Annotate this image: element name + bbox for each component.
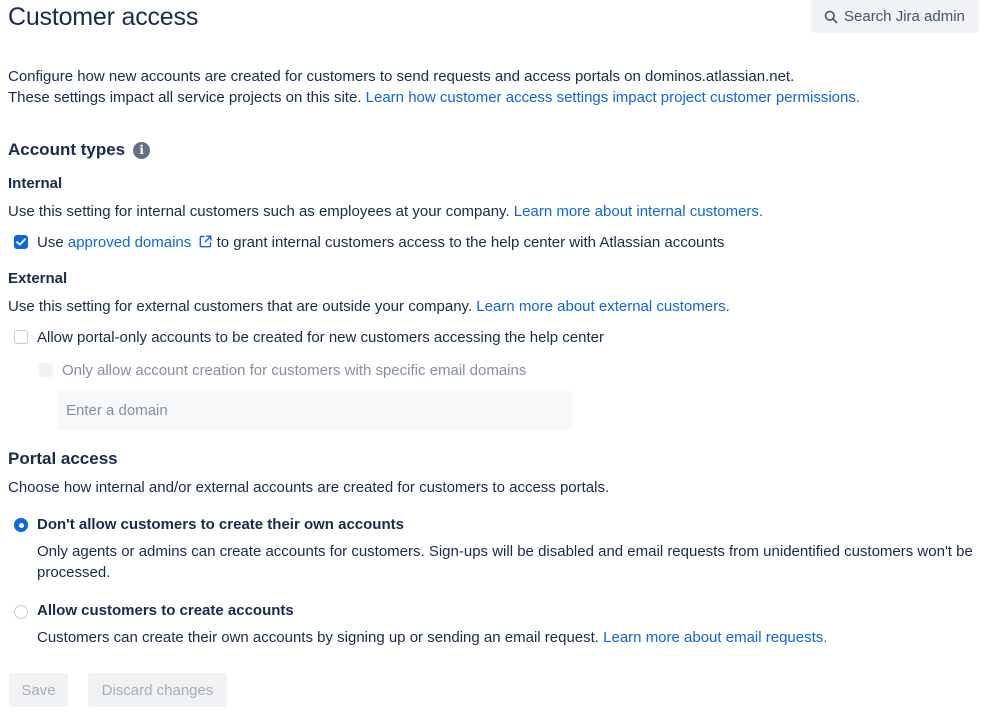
allow-accounts-label: Allow customers to create accounts xyxy=(37,602,294,619)
approved-domains-checkbox[interactable] xyxy=(14,235,28,249)
external-link-icon xyxy=(199,235,212,248)
account-types-heading xyxy=(8,140,150,160)
allow-accounts-radio[interactable] xyxy=(14,605,28,619)
page-title: Customer access xyxy=(8,3,199,31)
info-icon[interactable]: i xyxy=(133,142,150,159)
specific-email-domains-label: Only allow account creation for customers with specific email domains xyxy=(62,362,527,379)
intro-line-1: Configure how new accounts are created for customers to send requests and access portals on dominos.atlassian.net. xyxy=(8,68,795,85)
domain-input[interactable]: Enter a domain xyxy=(57,390,572,430)
portal-access-description: Choose how internal and/or external accounts are created for customers to access portals. xyxy=(8,479,610,496)
customer-permissions-link[interactable]: Learn how customer access settings impact project customer permissions. xyxy=(365,89,861,106)
approved-domains-link-text: approved domains xyxy=(67,234,192,251)
approved-domains-label xyxy=(37,232,724,253)
dont-allow-accounts-description-2: processed. xyxy=(37,564,111,581)
portal-only-accounts-label: Allow portal-only accounts to be created for new customers accessing the help center xyxy=(37,329,604,346)
dont-allow-accounts-label: Don't allow customers to create their own accounts xyxy=(37,516,404,533)
approved-domains-link[interactable] xyxy=(68,234,217,251)
internal-description-text: Use this setting for internal customers such as employees at your company. xyxy=(8,203,510,220)
account-types-title: Account types xyxy=(8,140,126,159)
search-jira-admin-button[interactable] xyxy=(811,0,979,33)
dont-allow-accounts-description-1: Only agents or admins can create accounts for customers. Sign-ups will be disabled and email requests from unidentified customers won't be xyxy=(37,543,973,560)
approved-domains-suffix: to grant internal customers access to the help center with Atlassian accounts xyxy=(216,234,725,251)
email-requests-link[interactable]: Learn more about email requests. xyxy=(603,629,828,646)
external-description xyxy=(8,296,730,317)
allow-accounts-description xyxy=(37,627,827,648)
internal-customers-link[interactable]: Learn more about internal customers. xyxy=(513,203,764,220)
intro-line-2 xyxy=(8,87,860,108)
external-customers-link[interactable]: Learn more about external customers. xyxy=(476,298,730,315)
intro-line-2-text: These settings impact all service projects on this site. xyxy=(8,89,362,106)
internal-description xyxy=(8,201,763,222)
checkmark-icon xyxy=(16,238,26,246)
specific-email-domains-checkbox[interactable] xyxy=(39,363,53,377)
portal-only-accounts-checkbox[interactable] xyxy=(14,330,28,344)
external-description-text: Use this setting for external customers that are outside your company. xyxy=(8,298,473,315)
search-button-label: Search Jira admin xyxy=(844,8,965,25)
discard-changes-button[interactable]: Discard changes xyxy=(88,673,227,707)
allow-accounts-description-text: Customers can create their own accounts by signing up or sending an email request. xyxy=(37,629,599,646)
search-icon xyxy=(824,10,838,24)
approved-domains-prefix: Use xyxy=(37,234,64,251)
internal-heading: Internal xyxy=(8,175,63,192)
dont-allow-accounts-radio[interactable] xyxy=(14,518,28,532)
external-heading: External xyxy=(8,270,68,287)
save-button[interactable]: Save xyxy=(9,673,68,707)
portal-access-heading: Portal access xyxy=(8,449,118,468)
